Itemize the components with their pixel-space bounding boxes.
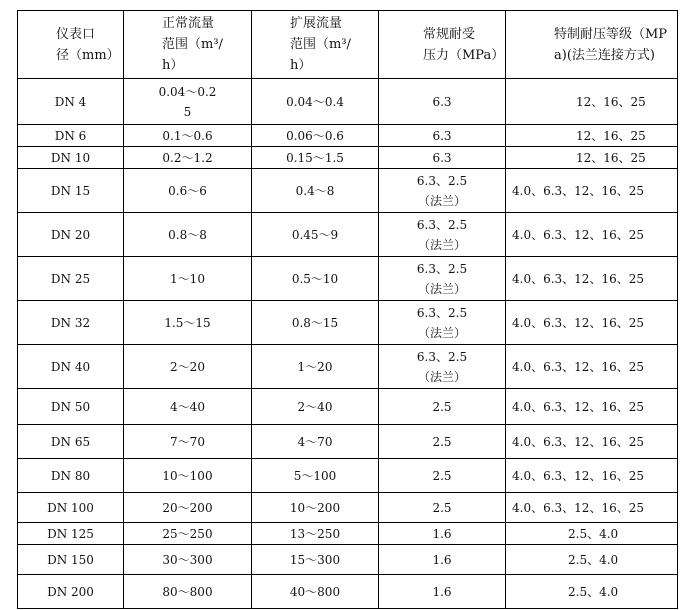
header-normal-flow: 正常流量 范围（m³/ h）	[124, 11, 252, 79]
cell-special-pressure: 4.0、6.3、12、16、25	[506, 169, 678, 213]
cell-special-pressure: 4.0、6.3、12、16、25	[506, 493, 678, 523]
cell-size: DN 32	[18, 301, 124, 345]
cell-extended-flow: 0.15～1.5	[252, 147, 379, 169]
cell-special-pressure: 4.0、6.3、12、16、25	[506, 213, 678, 257]
cell-pressure: 2.5	[379, 459, 506, 493]
cell-extended-flow: 1～20	[252, 345, 379, 389]
table-header-row	[18, 11, 678, 79]
cell-pressure: 1.6	[379, 575, 506, 609]
flowmeter-spec-table	[17, 10, 678, 609]
cell-pressure: 6.3、2.5 （法兰）	[379, 213, 506, 257]
cell-normal-flow: 0.8～8	[124, 213, 252, 257]
cell-normal-flow: 0.04～0.2 5	[124, 79, 252, 125]
cell-extended-flow: 0.04～0.4	[252, 79, 379, 125]
cell-pressure: 6.3	[379, 79, 506, 125]
cell-pressure: 1.6	[379, 523, 506, 545]
cell-normal-flow: 30～300	[124, 545, 252, 575]
cell-special-pressure: 2.5、4.0	[506, 575, 678, 609]
cell-special-pressure: 2.5、4.0	[506, 545, 678, 575]
cell-size: DN 50	[18, 389, 124, 425]
cell-size: DN 200	[18, 575, 124, 609]
cell-extended-flow: 5～100	[252, 459, 379, 493]
table-row	[18, 213, 678, 257]
table-row	[18, 523, 678, 545]
cell-pressure: 2.5	[379, 493, 506, 523]
cell-pressure: 2.5	[379, 389, 506, 425]
cell-special-pressure: 12、16、25	[506, 147, 678, 169]
cell-extended-flow: 10～200	[252, 493, 379, 523]
cell-special-pressure: 4.0、6.3、12、16、25	[506, 345, 678, 389]
cell-extended-flow: 0.4～8	[252, 169, 379, 213]
cell-extended-flow: 4～70	[252, 425, 379, 459]
header-size: 仪表口 径（mm）	[18, 11, 124, 79]
table-row	[18, 301, 678, 345]
cell-special-pressure: 4.0、6.3、12、16、25	[506, 257, 678, 301]
cell-normal-flow: 0.6～6	[124, 169, 252, 213]
cell-extended-flow: 13～250	[252, 523, 379, 545]
cell-extended-flow: 0.06～0.6	[252, 125, 379, 147]
table-row	[18, 389, 678, 425]
cell-normal-flow: 10～100	[124, 459, 252, 493]
cell-special-pressure: 4.0、6.3、12、16、25	[506, 389, 678, 425]
cell-normal-flow: 25～250	[124, 523, 252, 545]
cell-extended-flow: 40～800	[252, 575, 379, 609]
cell-pressure: 6.3、2.5 （法兰）	[379, 257, 506, 301]
cell-extended-flow: 0.8～15	[252, 301, 379, 345]
cell-special-pressure: 4.0、6.3、12、16、25	[506, 301, 678, 345]
cell-pressure: 6.3、2.5 （法兰）	[379, 301, 506, 345]
cell-size: DN 20	[18, 213, 124, 257]
header-pressure: 常规耐受 压力（MPa）	[379, 11, 506, 79]
cell-pressure: 6.3	[379, 125, 506, 147]
cell-normal-flow: 7～70	[124, 425, 252, 459]
cell-size: DN 25	[18, 257, 124, 301]
header-special-pressure: 特制耐压等级（MP a)(法兰连接方式)	[506, 11, 678, 79]
cell-size: DN 15	[18, 169, 124, 213]
cell-extended-flow: 2～40	[252, 389, 379, 425]
cell-normal-flow: 1.5～15	[124, 301, 252, 345]
cell-pressure: 6.3	[379, 147, 506, 169]
cell-size: DN 10	[18, 147, 124, 169]
cell-normal-flow: 20～200	[124, 493, 252, 523]
table-row	[18, 575, 678, 609]
cell-special-pressure: 2.5、4.0	[506, 523, 678, 545]
cell-pressure: 1.6	[379, 545, 506, 575]
cell-special-pressure: 12、16、25	[506, 125, 678, 147]
cell-extended-flow: 15～300	[252, 545, 379, 575]
cell-pressure: 6.3、2.5 （法兰）	[379, 345, 506, 389]
cell-special-pressure: 4.0、6.3、12、16、25	[506, 425, 678, 459]
cell-size: DN 100	[18, 493, 124, 523]
cell-size: DN 4	[18, 79, 124, 125]
table-row	[18, 125, 678, 147]
table-row	[18, 545, 678, 575]
table-row	[18, 459, 678, 493]
cell-special-pressure: 12、16、25	[506, 79, 678, 125]
cell-normal-flow: 0.1～0.6	[124, 125, 252, 147]
table-row	[18, 79, 678, 125]
cell-size: DN 150	[18, 545, 124, 575]
cell-normal-flow: 80～800	[124, 575, 252, 609]
cell-normal-flow: 4～40	[124, 389, 252, 425]
table-row	[18, 169, 678, 213]
cell-normal-flow: 1～10	[124, 257, 252, 301]
cell-size: DN 6	[18, 125, 124, 147]
table-row	[18, 345, 678, 389]
table-row	[18, 425, 678, 459]
cell-pressure: 6.3、2.5 （法兰）	[379, 169, 506, 213]
cell-size: DN 65	[18, 425, 124, 459]
cell-pressure: 2.5	[379, 425, 506, 459]
header-extended-flow: 扩展流量 范围（m³/ h）	[252, 11, 379, 79]
cell-normal-flow: 2～20	[124, 345, 252, 389]
cell-extended-flow: 0.45～9	[252, 213, 379, 257]
cell-size: DN 125	[18, 523, 124, 545]
cell-extended-flow: 0.5～10	[252, 257, 379, 301]
cell-size: DN 40	[18, 345, 124, 389]
cell-size: DN 80	[18, 459, 124, 493]
table-row	[18, 147, 678, 169]
cell-normal-flow: 0.2～1.2	[124, 147, 252, 169]
table-row	[18, 257, 678, 301]
cell-special-pressure: 4.0、6.3、12、16、25	[506, 459, 678, 493]
table-row	[18, 493, 678, 523]
